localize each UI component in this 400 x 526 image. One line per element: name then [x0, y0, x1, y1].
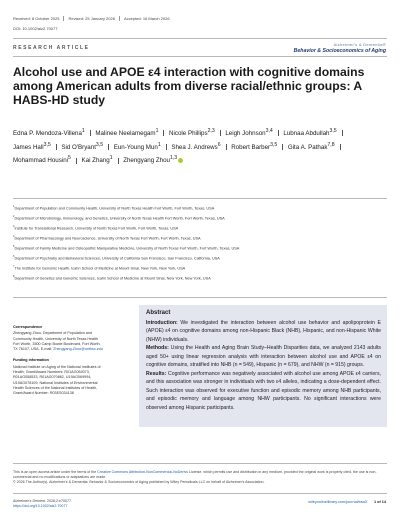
author-affiliation-sup: 6	[217, 141, 221, 148]
author-separator	[278, 130, 279, 136]
citation-journal: Alzheimer's Dement.	[13, 499, 47, 503]
received-date: Received: 8 October 2025	[13, 16, 60, 21]
affiliation-item	[13, 233, 383, 243]
author-separator	[226, 144, 227, 150]
affiliation-text: Department of Population and Community Health, University of North Texas Health Fort Worth, Fort Worth, Texas, USA	[14, 206, 215, 211]
author-affiliation-sup: 1	[109, 155, 113, 162]
affiliation-item	[13, 213, 383, 223]
revised-date: Revised: 25 January 2026	[68, 16, 115, 21]
methods-label: Methods:	[146, 345, 169, 352]
header-rule	[13, 38, 387, 39]
citation	[13, 499, 72, 509]
author-name[interactable]: Malinee Neelamegam	[95, 130, 156, 138]
separator	[119, 16, 120, 21]
article-type: RESEARCH ARTICLE	[13, 45, 90, 51]
author-separator	[220, 130, 221, 136]
author-separator	[108, 144, 109, 150]
abstract-text	[146, 319, 381, 412]
abstract-heading: Abstract	[146, 310, 171, 316]
affiliation-text: Department of Psychiatry and Behavioral Sciences, University of California San Francisco, San Francisco, California, USA	[14, 256, 220, 261]
author-separator	[166, 144, 167, 150]
affiliation-number: 5	[13, 245, 15, 249]
results-label: Results:	[146, 370, 167, 377]
author-separator	[90, 130, 91, 136]
intro-text: We investigated the interaction between alcohol use behavior and apolipoprotein E (APOE) ε4 on cognitive domains among non-Hispanic Black (NHB), Hispanic, and non-Hispanic White (NHW) individuals.	[146, 320, 381, 343]
author-affiliation-sup: 1	[157, 141, 161, 148]
author-affiliation-sup: 7,8	[327, 141, 335, 148]
license-link[interactable]: Creative Commons Attribution-NonCommercial-NoDerivs	[97, 470, 188, 474]
email-label: E-mail:	[40, 347, 53, 352]
author-separator	[282, 144, 283, 150]
doi[interactable]: DOI: 10.1002/alz2.70077	[13, 26, 58, 31]
citation-volume: 2026;2:e70077.	[47, 499, 73, 503]
affiliation-item	[13, 273, 383, 283]
results-text: Cognitive performance was negatively associated with alcohol use among APOE ε4 carriers, and this association was stronger in individuals with two ε4 alleles, indicating a dose-dependent effect. Such interaction was observed for executive function and episodic memory among NHB participants, and episodic memory and language among NHW participants. No significant interactions were observed among Hispanic participants.	[146, 370, 381, 411]
author-list	[13, 126, 383, 167]
header-rule-lower	[13, 56, 387, 57]
footer-right	[308, 500, 386, 504]
affiliation-text: Department of Microbiology, Immunology, and Genetics, University of North Texas Health Fort Worth, Fort Worth, Texas, USA	[14, 216, 225, 221]
author-affiliation-sup: 5	[68, 155, 71, 162]
funding-text: National Institute on Aging of the National Institutes of Health, Grant/Award Numbers: R01AG054073, R01AG058533, R01AG070862, U19AG069994, U19AG078109; National Institutes of Environmental Health Sciences of the National Institutes of Health, Grant/Award Number: R03ES034138	[13, 364, 101, 396]
affiliation-item	[13, 223, 383, 233]
license-text-1: This is an open access article under the terms of the	[13, 470, 97, 474]
affiliation-item	[13, 253, 383, 263]
funding-heading: Funding information	[13, 358, 49, 363]
affiliation-number: 6	[13, 255, 15, 259]
author-affiliation-sup: 1	[155, 128, 159, 134]
page-number: 1 of 14	[373, 500, 386, 504]
affiliation-text: Department of Genetics and Genomic Sciences, Icahn School of Medicine at Mount Sinai, New York, New York, USA	[14, 276, 211, 281]
affiliation-number: 8	[13, 275, 15, 279]
article-history	[13, 16, 170, 21]
author-affiliation-sup: 1	[81, 128, 85, 134]
author-separator	[342, 130, 343, 136]
journal-name: Behavior & Socioeconomics of Aging	[293, 48, 386, 54]
author-name[interactable]: Shea J. Andrews	[171, 143, 218, 151]
author-name[interactable]: Gita A. Pathak	[287, 143, 328, 151]
author-name[interactable]: Sid O'Bryant	[61, 143, 96, 151]
license-rule	[13, 463, 387, 464]
separator	[63, 16, 64, 21]
author-name[interactable]: Zhengyang Zhou	[123, 157, 170, 165]
footer-rule	[13, 493, 387, 494]
author-name[interactable]: Eun-Young Mun	[113, 143, 158, 151]
author-separator	[76, 158, 77, 164]
author-affiliation-sup: 3,5	[43, 141, 51, 148]
affiliation-number: 3	[13, 225, 15, 229]
author-name[interactable]: Robert Barber	[231, 143, 271, 151]
author-name[interactable]: Edna P. Mendoza-Villena	[13, 130, 82, 138]
journal-logo[interactable]	[294, 42, 386, 54]
orcid-icon[interactable]	[178, 158, 183, 163]
methods-text: Using the Health and Aging Brain Study–Health Disparities data, we analyzed 2143 adults aged 50+ using linear regression analysis with interaction between alcohol use and APOE ε4 on cognitive domains, stratified into NHB (n = 549), Hispanic (n = 679), and NHW (n = 915) groups.	[146, 345, 381, 369]
affiliation-text: Institute for Translational Research, University of North Texas Fort Worth, Fort Worth, Texas, USA	[14, 226, 179, 231]
intro-label: Introduction:	[146, 320, 178, 326]
author-name[interactable]: Kai Zhang	[81, 157, 110, 165]
email-link[interactable]: Zhengyang.Zhou@unthsc.edu	[53, 347, 103, 352]
side-info	[13, 325, 105, 397]
affiliation-text: Department of Pharmacology and Neuroscience, University of North Texas Fort Worth, Fort Worth, Texas, USA	[14, 236, 201, 241]
author-name[interactable]: James Hall	[13, 143, 44, 151]
author-name[interactable]: Nicole Phillips	[169, 130, 208, 138]
article-title: Alcohol use and APOE ε4 interaction with cognitive domains among American adults from diverse racial/ethnic groups: A HABS-HD study	[13, 65, 365, 108]
affiliation-item	[13, 203, 383, 213]
author-separator	[340, 144, 341, 150]
author-separator	[163, 130, 164, 136]
affiliation-text: The Institute for Genomic Health, Icahn School of Medicine at Mount Sinai, New York, New York, USA	[14, 266, 186, 271]
license-text-2: License, which permits use and distribution in any medium, provided the original work is properly cited, the use is non-commercial and no modifications or adaptations are made.	[13, 470, 377, 480]
journal-site-link[interactable]: wileyonlinelibrary.com/journal/bsa3	[308, 500, 367, 504]
correspondence-text	[13, 331, 105, 352]
author-affiliation-sup: 3,5	[329, 128, 337, 134]
author-name[interactable]: Mohammad Housini	[13, 157, 69, 165]
affiliation-item	[13, 243, 383, 253]
author-name[interactable]: Leigh Johnson	[225, 130, 266, 138]
affiliation-number: 2	[13, 215, 15, 219]
author-affiliation-sup: 2,3	[207, 128, 215, 134]
author-affiliation-sup: 3,4	[265, 128, 273, 134]
body-rule	[13, 297, 387, 298]
affiliation-text: Department of Family Medicine and Osteopathic Manipulative Medicine, University of North Texas Fort Worth, Fort Worth, Texas, USA	[14, 246, 240, 251]
license-notice	[13, 470, 387, 486]
correspondence-heading: Correspondence	[13, 325, 43, 329]
author-affiliation-sup: 3,5	[270, 141, 278, 148]
author-separator	[118, 158, 119, 164]
citation-doi-link[interactable]: https://doi.org/10.1002/alz2.70077	[13, 504, 68, 508]
author-name[interactable]: Lubnaa Abdullah	[283, 130, 330, 138]
affiliation-number: 7	[13, 265, 15, 269]
correspondence-address: Zhengyang Zhou, Department of Population and Community Health, University of North Texas Health Fort Worth, 3500 Camp Bowie Boulevard, Fort Worth, TX 76107, USA.	[13, 331, 101, 352]
journal-publisher-line: Alzheimer's & Dementia®	[333, 42, 386, 47]
author-affiliation-sup: 3,5	[95, 141, 104, 148]
copyright: © 2026 The Author(s). Alzheimer's & Dementia: Behavior & Socioeconomics of Aging published by Wiley Periodicals LLC on behalf of Alzheimer's Association.	[13, 480, 265, 485]
affiliation-number: 1	[13, 205, 15, 208]
affiliation-item	[13, 263, 383, 273]
author-affiliation-sup: 1,3	[169, 155, 178, 162]
affiliation-rule	[13, 198, 387, 199]
accepted-date: Accepted: 16 March 2026	[123, 16, 170, 21]
affiliation-number: 4	[13, 235, 15, 239]
affiliation-list	[13, 203, 383, 284]
author-separator	[56, 144, 57, 150]
